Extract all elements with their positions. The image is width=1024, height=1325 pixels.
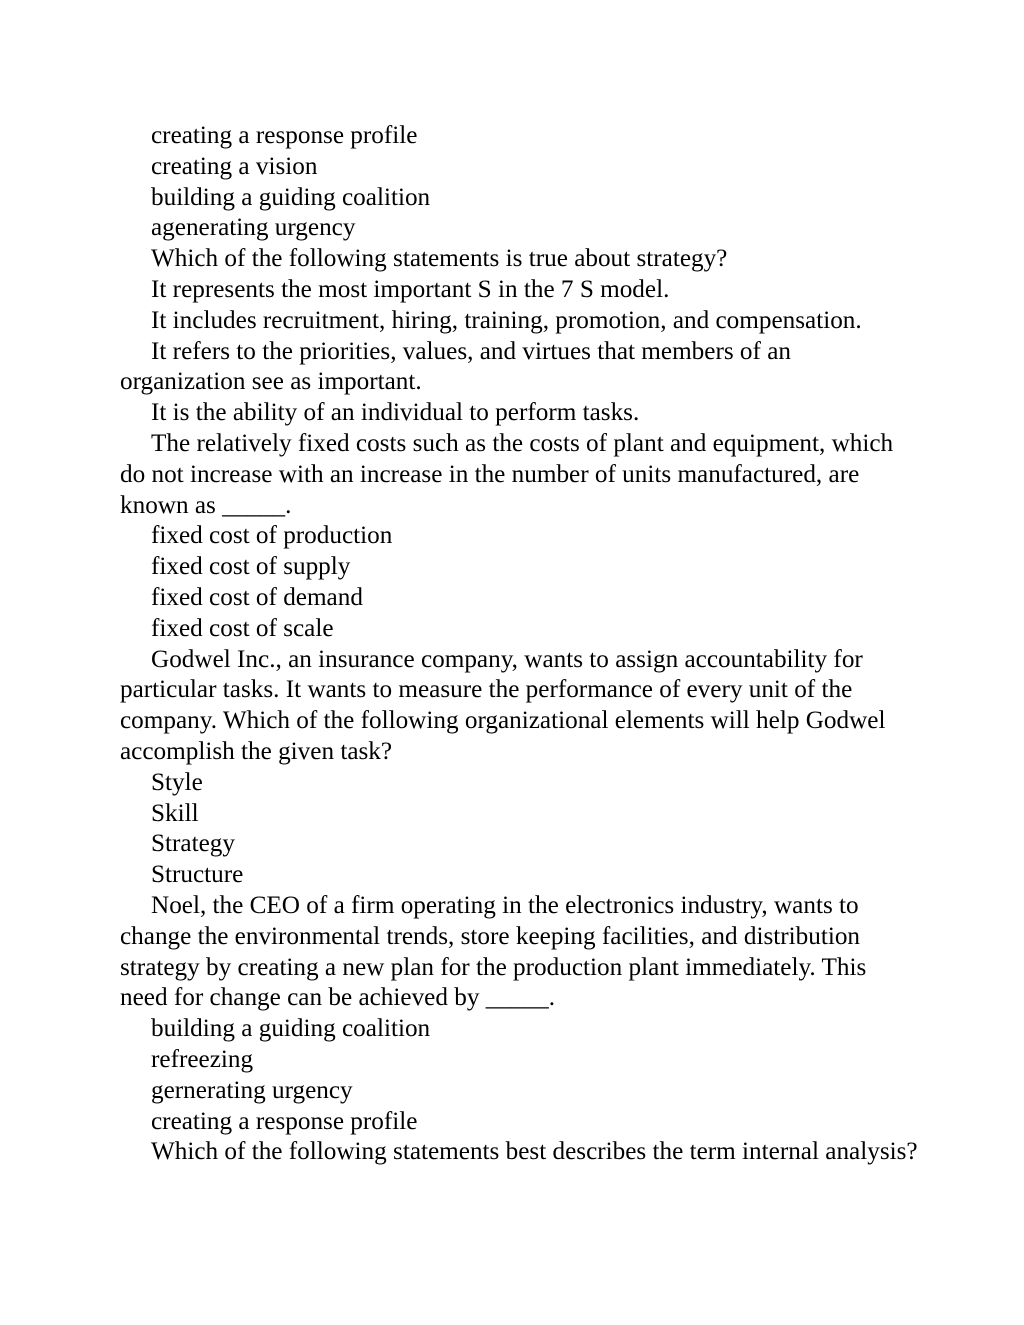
- question-text: Which of the following statements best describes the term internal analysis?: [151, 1138, 918, 1166]
- question-text: Noel, the CEO of a firm operating in the electronics industry, wants to change the environmental trends, store keeping facilities, and distribution strategy by creating a new plan for the production plant immediately. This need for change can be achieved by _____.: [120, 891, 867, 1012]
- answer-option: fixed cost of scale: [151, 614, 334, 642]
- answer-option: building a guiding coalition: [151, 183, 431, 211]
- answer-option: fixed cost of supply: [151, 553, 351, 581]
- answer-option: Strategy: [151, 830, 235, 858]
- answer-option: It is the ability of an individual to perform tasks.: [151, 399, 640, 427]
- answer-option: creating a vision: [151, 152, 318, 180]
- answer-option: building a guiding coalition: [151, 1015, 431, 1043]
- question-text: The relatively fixed costs such as the costs of plant and equipment, which do not increase with an increase in the number of units manufactured, are known as _____.: [120, 429, 894, 519]
- question-text: Which of the following statements is true about strategy?: [151, 245, 728, 273]
- answer-option: It represents the most important S in the 7 S model.: [151, 275, 670, 303]
- question-text: Godwel Inc., an insurance company, wants to assign accountability for particular tasks. It wants to measure the performance of every unit of the company. Which of the following organizational elements will help Godwel accomplish the given task?: [120, 645, 886, 765]
- answer-option: refreezing: [151, 1045, 254, 1073]
- answer-option: fixed cost of production: [151, 522, 393, 550]
- document-page: [120, 121, 920, 1168]
- answer-option: It refers to the priorities, values, and virtues that members of an organization see as important.: [120, 337, 791, 396]
- answer-option: creating a response profile: [151, 1107, 418, 1135]
- answer-option: It includes recruitment, hiring, training, promotion, and compensation.: [151, 306, 862, 334]
- answer-option: fixed cost of demand: [151, 583, 363, 611]
- answer-option: creating a response profile: [151, 122, 418, 149]
- answer-option: Style: [151, 768, 203, 796]
- answer-option: agenerating urgency: [151, 214, 356, 242]
- answer-option: gernerating urgency: [151, 1076, 353, 1104]
- answer-option: Skill: [151, 799, 199, 827]
- answer-option: Structure: [151, 861, 244, 889]
